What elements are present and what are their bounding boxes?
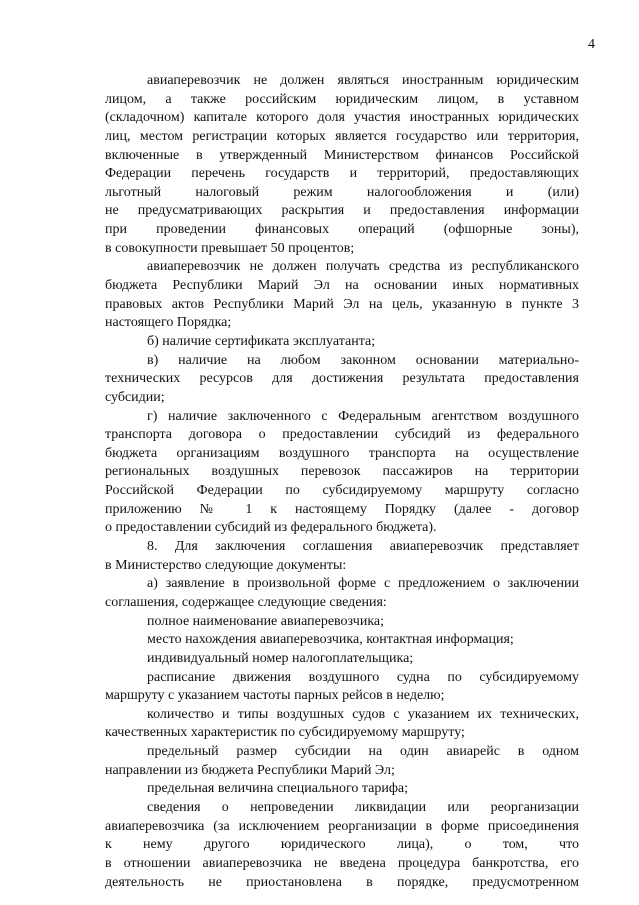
text-line: предельный размер субсидии на один авиарейс в одном [147,744,579,760]
text-line: индивидуальный номер налогоплательщика; [147,650,414,666]
text-line: настоящего Порядка; [105,315,232,331]
text-line: б) наличие сертификата эксплуатанта; [147,333,376,349]
text-line: сведения о непроведении ликвидации или реорганизации [147,799,579,815]
text-line: в отношении авиаперевозчика не введена процедура банкротства, его [105,855,579,871]
text-line: не предусматривающих раскрытия и предоставления информации [105,203,579,219]
page-number: 4 [588,37,595,52]
text-line: (складочном) капитале которого доля участия иностранных юридических [105,110,579,126]
text-line: технических ресурсов для достижения результата предоставления [105,371,579,387]
text-line: авиаперевозчик не должен получать средства из республиканского [147,259,579,275]
text-line: предельная величина специального тарифа; [147,781,409,797]
text-line: соглашения, содержащее следующие сведения: [105,594,387,610]
text-line: лицом, а также российским юридическим лицом, в уставном [105,91,579,107]
text-line: региональных воздушных перевозок пассажиров на территории [105,464,579,480]
text-line: о предоставлении субсидий из федерального бюджета). [105,520,437,536]
text-line: в совокупности превышает 50 процентов; [105,240,355,256]
text-line: авиаперевозчика (за исключением реорганизации в форме присоединения [105,818,579,834]
text-line: Федерации перечень государств и территорий, предоставляющих [105,166,579,182]
text-line: полное наименование авиаперевозчика; [147,613,385,629]
text-line: направлении из бюджета Республики Марий Эл; [105,762,395,778]
text-line: правовых актов Республики Марий Эл на цель, указанную в пункте 3 [105,296,579,312]
text-line: а) заявление в произвольной форме с предложением о заключении [147,576,579,592]
text-line: льготный налоговый режим налогообложения и (или) [105,184,579,200]
text-line: количество и типы воздушных судов с указанием их технических, [147,706,579,722]
text-line: качественных характеристик по субсидируемому маршруту; [105,725,465,741]
document-body [105,72,579,892]
text-line: авиаперевозчик не должен являться иностранным юридическим [147,73,579,88]
text-line: лиц, местом регистрации которых является государство или территория, [105,128,579,144]
text-line: бюджета организациям воздушного транспорта на осуществление [105,445,579,461]
text-line: включенные в утвержденный Министерством финансов Российской [105,147,579,163]
text-line: при проведении финансовых операций (офшорные зоны), [105,222,579,238]
text-line: г) наличие заключенного с Федеральным агентством воздушного [147,408,579,424]
text-line: транспорта договора о предоставлении субсидий из федерального [105,427,579,443]
text-line: расписание движения воздушного судна по субсидируемому [147,669,579,685]
text-line: маршруту с указанием частоты парных рейсов в неделю; [105,688,445,704]
text-line: приложению № 1 к настоящему Порядку (далее - договор [105,501,579,517]
text-line: к нему другого юридического лица), о том, что [105,837,579,853]
text-line: место нахождения авиаперевозчика, контактная информация; [147,632,514,648]
text-line: Российской Федерации по субсидируемому маршруту согласно [105,483,579,499]
text-line: деятельность не приостановлена в порядке, предусмотренном [105,874,579,890]
text-line: бюджета Республики Марий Эл на основании иных нормативных [105,278,579,294]
text-line: в) наличие на любом законном основании материально- [147,352,579,368]
text-line: субсидии; [105,389,165,405]
text-line: в Министерство следующие документы: [105,557,347,573]
text-line: 8. Для заключения соглашения авиаперевозчик представляет [147,539,579,555]
